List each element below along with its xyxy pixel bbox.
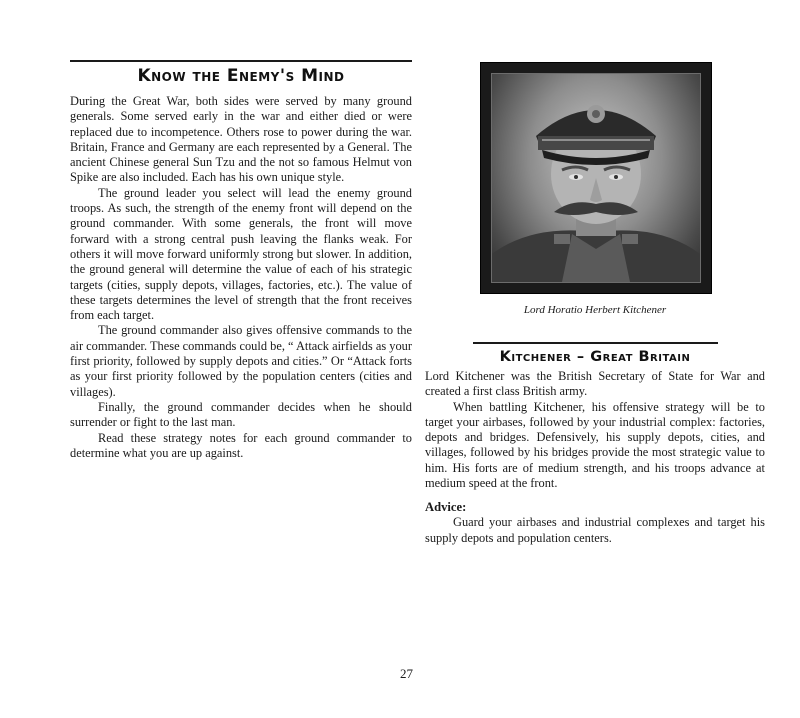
portrait-illustration	[492, 74, 700, 282]
section-heading: Kitchener – Great Britain	[499, 349, 691, 365]
page-number: 27	[400, 666, 413, 681]
section-heading: Know the Enemy's Mind	[137, 66, 345, 86]
paragraph: The ground commander also gives offensive commands to the air commander. These commands could be, “ Attack airfields as your first priority, followed by supply depots and cities.” Or “Attack forts as your first priority followed by the population centers (cities and villages).	[70, 323, 412, 399]
paragraph: Finally, the ground commander decides when he should surrender or fight to the last man.	[70, 399, 412, 430]
kitchener-portrait	[491, 73, 701, 283]
left-column	[70, 60, 412, 461]
portrait-frame	[480, 62, 712, 294]
paragraph: When battling Kitchener, his offensive strategy will be to target your airbases, followed by your industrial complex: factories, depots and bridges. Defensively, his supply depots, cities, and villages, followed by his bridges provide the most strategic value to him. His forts are of medium strength, and his troops advance at medium speed at the front.	[425, 399, 765, 491]
paragraph: Lord Kitchener was the British Secretary of State for War and created a first class British army.	[425, 369, 765, 399]
paragraph: Read these strategy notes for each ground commander to determine what you are up against.	[70, 430, 412, 460]
paragraph: During the Great War, both sides were served by many ground generals. Some served early in the war and either died or were replaced due to incompetence. Others rose to power during the war. Britain, France and Germany are each represented by a General. The ancient Chinese general Sun Tzu and the not so famous Helmut von Spike are also included. Each has his own unique style.	[70, 94, 412, 185]
advice-label: Advice:	[425, 500, 467, 515]
paragraph: The ground leader you select will lead the enemy ground troops. As such, the strength of the enemy front will depend on the ground commander. With some generals, the front will move forward with a strong central push leaving the flanks weak. For others it will move forward uniformly strong but slower. In addition, the ground general will determine the value of each of his strategic targets (cities, supply depots, villages, factories, etc.). The value of these targets determines the level of strength that the front receives from each target.	[70, 185, 412, 323]
kitchener-section	[425, 342, 765, 546]
portrait-caption: Lord Horatio Herbert Kitchener	[523, 304, 667, 316]
heading-rule	[70, 60, 412, 62]
right-column	[425, 60, 765, 660]
heading-rule	[473, 342, 718, 344]
advice-text: Guard your airbases and industrial complexes and target his supply depots and population centers.	[425, 515, 765, 545]
